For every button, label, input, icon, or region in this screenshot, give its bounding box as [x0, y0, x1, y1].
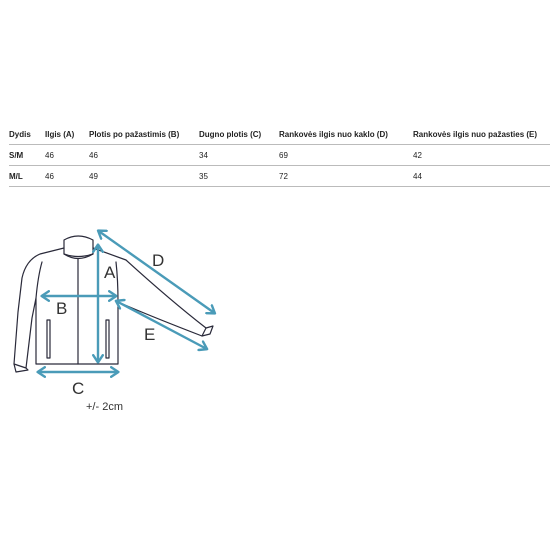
cell-sleeve-from-armpit-e: 42: [413, 145, 550, 166]
cell-chest-width-b: 46: [89, 145, 199, 166]
cell-hem-width-c: 34: [199, 145, 279, 166]
label-d: D: [152, 251, 165, 270]
cell-length-a: 46: [45, 166, 89, 187]
size-chart-header-row: [9, 124, 550, 145]
cell-chest-width-b: 49: [89, 166, 199, 187]
cell-size: S/M: [9, 145, 45, 166]
cell-length-a: 46: [45, 145, 89, 166]
header-sleeve-from-armpit-e: Rankovės ilgis nuo pažasties (E): [413, 124, 550, 145]
label-a: A: [104, 263, 116, 282]
cell-sleeve-from-neck-d: 69: [279, 145, 413, 166]
table-row: [9, 145, 550, 166]
jacket-measurement-diagram: [0, 220, 260, 420]
jacket-outline: [14, 236, 213, 372]
tolerance-note: +/- 2cm: [86, 401, 123, 413]
header-size: Dydis: [9, 124, 45, 145]
header-sleeve-from-neck-d: Rankovės ilgis nuo kaklo (D): [279, 124, 413, 145]
arrow-sleeve-from-armpit-e: [118, 302, 205, 348]
cell-sleeve-from-neck-d: 72: [279, 166, 413, 187]
label-e: E: [144, 325, 156, 344]
cell-sleeve-from-armpit-e: 44: [413, 166, 550, 187]
cell-hem-width-c: 35: [199, 166, 279, 187]
size-chart-table: [9, 124, 550, 187]
cell-size: M/L: [9, 166, 45, 187]
header-chest-width-b: Plotis po pažastimis (B): [89, 124, 199, 145]
table-row: [9, 166, 550, 187]
header-length-a: Ilgis (A): [45, 124, 89, 145]
label-b: B: [56, 299, 68, 318]
header-hem-width-c: Dugno plotis (C): [199, 124, 279, 145]
label-c: C: [72, 379, 85, 398]
